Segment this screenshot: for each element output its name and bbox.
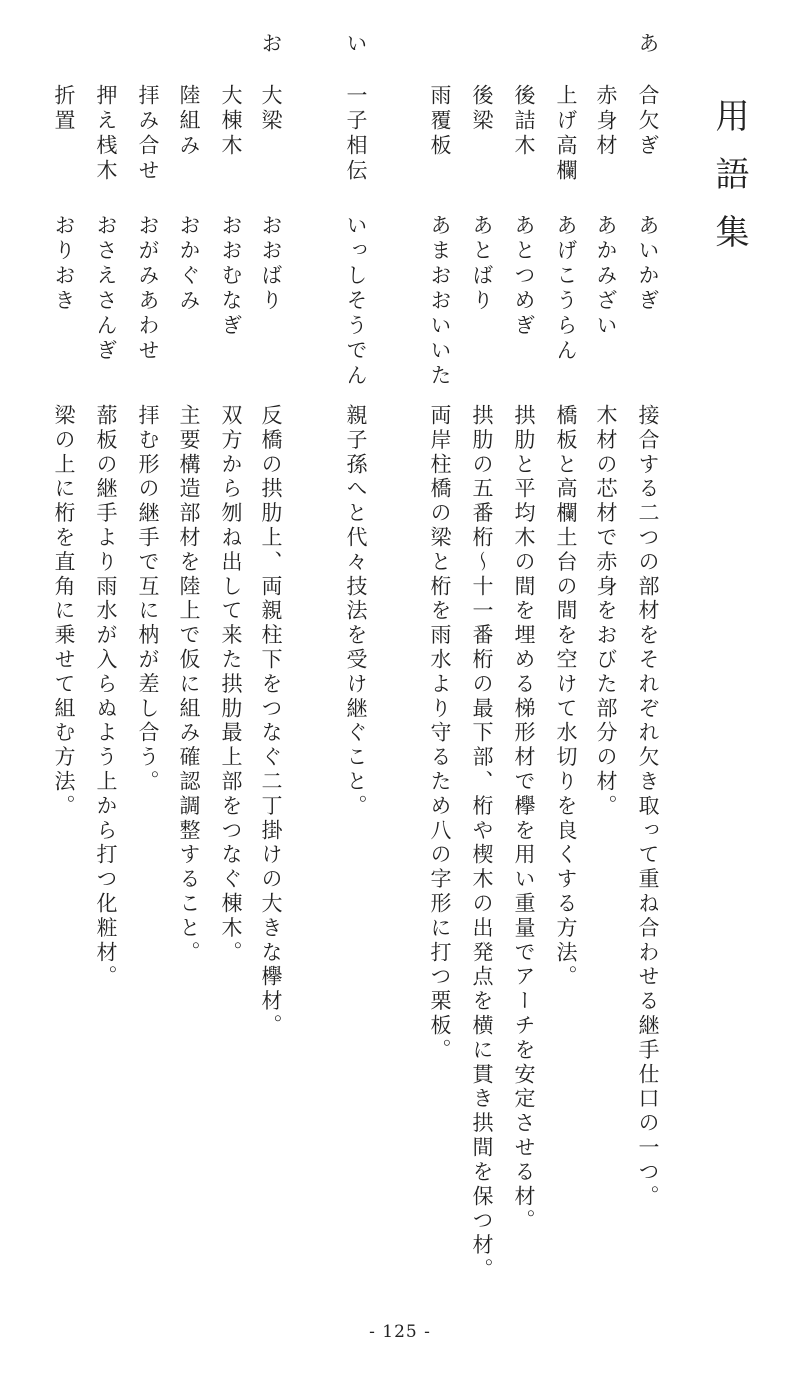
entry-description: 両岸柱橋の梁と桁を雨水より守るため八の字形に打つ栗板。: [428, 404, 452, 1063]
section-header-o: お: [259, 32, 283, 57]
entry-reading: おさえさんぎ: [94, 214, 118, 364]
section-header-i: い: [344, 32, 368, 57]
entry-description: 双方から刎ね出して来た拱肋最上部をつなぐ棟木。: [219, 404, 243, 966]
entry-reading: おかぐみ: [177, 214, 201, 314]
entry-reading: あかみざい: [594, 214, 618, 339]
entry-term: 押え桟木: [94, 84, 118, 184]
entry-term: 大梁: [259, 84, 283, 134]
entry-term: 上げ高欄: [554, 84, 578, 184]
entry-term: 一子相伝: [344, 84, 368, 184]
entry-reading: おがみあわせ: [136, 214, 160, 364]
entry-description: 拱肋と平均木の間を埋める梯形材で欅を用い重量でアーチを安定させる材。: [512, 404, 536, 1234]
entry-description: 親子孫へと代々技法を受け継ぐこと。: [344, 404, 368, 819]
entry-term: 雨覆板: [428, 84, 452, 159]
entry-description: 木材の芯材で赤身をおびた部分の材。: [594, 404, 618, 819]
entry-description: 蔀板の継手より雨水が入らぬよう上から打つ化粧材。: [94, 404, 118, 990]
entry-reading: あいかぎ: [636, 214, 660, 314]
entry-reading: あとつめぎ: [512, 214, 536, 339]
section-header-a: あ: [636, 32, 660, 57]
entry-reading: おおむなぎ: [219, 214, 243, 339]
entry-description: 主要構造部材を陸上で仮に組み確認調整すること。: [177, 404, 201, 966]
entry-reading: おりおき: [52, 214, 76, 314]
entry-reading: あとばり: [470, 214, 494, 314]
entry-description: 橋板と高欄土台の間を空けて水切りを良くする方法。: [554, 404, 578, 990]
page-title: 用語集: [709, 98, 749, 272]
entry-term: 後詰木: [512, 84, 536, 159]
entry-description: 拝む形の継手で互に枘が差し合う。: [136, 404, 160, 795]
entry-reading: いっしそうでん: [344, 214, 368, 389]
entry-term: 赤身材: [594, 84, 618, 159]
entry-description: 拱肋の五番桁～十一番桁の最下部、桁や楔木の出発点を横に貫き拱間を保つ材。: [470, 404, 494, 1283]
entry-reading: あげこうらん: [554, 214, 578, 364]
entry-description: 接合する二つの部材をそれぞれ欠き取って重ね合わせる継手仕口の一つ。: [636, 404, 660, 1210]
entry-term: 合欠ぎ: [636, 84, 660, 159]
entry-term: 大棟木: [219, 84, 243, 159]
entry-term: 拝み合せ: [136, 84, 160, 184]
entry-term: 陸組み: [177, 84, 201, 159]
entry-description: 反橋の拱肋上、両親柱下をつなぐ二丁掛けの大きな欅材。: [259, 404, 283, 1039]
entry-description: 梁の上に桁を直角に乗せて組む方法。: [52, 404, 76, 819]
entry-reading: おおばり: [259, 214, 283, 314]
page-number: - 125 -: [369, 1322, 431, 1342]
entry-reading: あまおおいいた: [428, 214, 452, 389]
entry-term: 後梁: [470, 84, 494, 134]
entry-term: 折置: [52, 84, 76, 134]
